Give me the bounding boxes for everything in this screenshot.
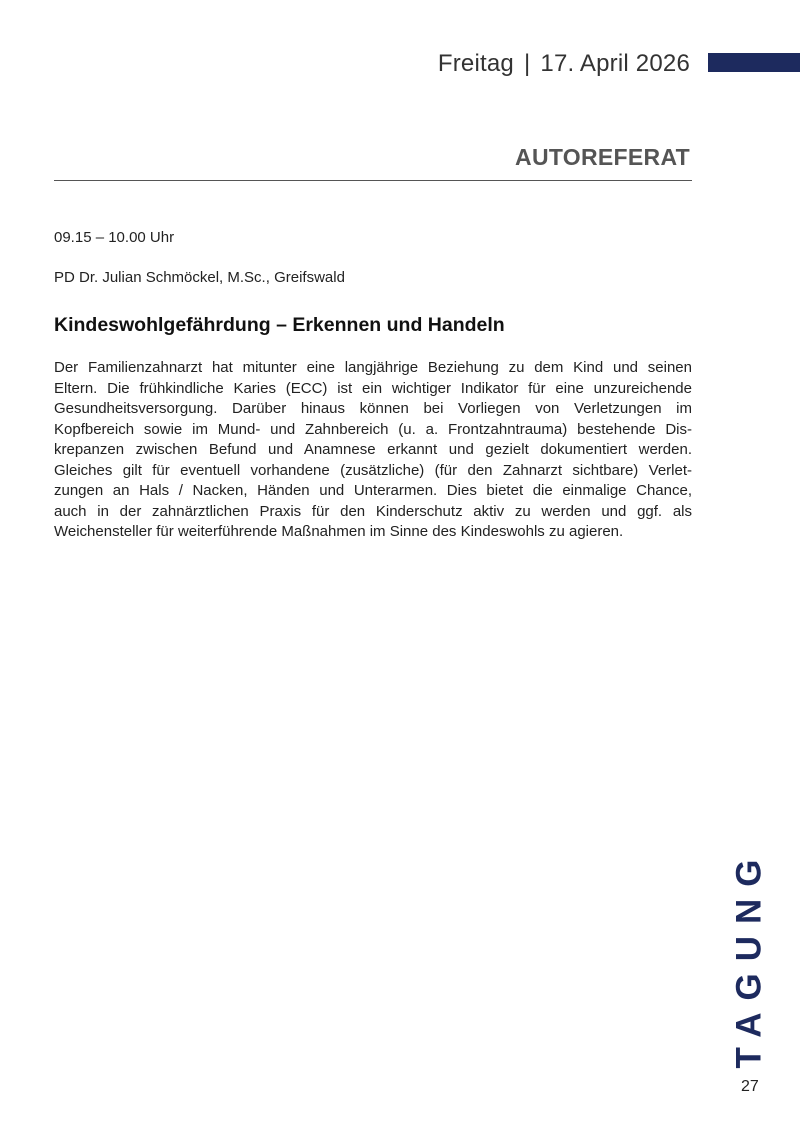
header-date-value: 17. April 2026 [540, 50, 690, 77]
page-number: 27 [741, 1078, 759, 1095]
session-time: 09.15 – 10.00 Uhr [54, 229, 175, 246]
session-abstract [54, 358, 692, 543]
header-separator: | [523, 50, 531, 77]
section-divider [54, 180, 692, 181]
abstract-line: Weichensteller für weiterführende Maßnahmen im Sinne des Kindeswohls zu agieren. [54, 523, 624, 540]
abstract-line: Eltern. Die frühkindliche Karies (ECC) ist ein wichtiger Indikator für eine unzureichende [54, 379, 692, 397]
abstract-line: krepanzen zwischen Befund und Anamnese erkannt und gezielt dokumentiert werden. [54, 441, 692, 458]
abstract-line: auch in der zahnärztlichen Praxis für den Kinderschutz aktiv zu werden und ggf. als [54, 502, 692, 520]
header-day: Freitag [437, 50, 514, 77]
session-title: Kindeswohlgefährdung – Erkennen und Handeln [54, 314, 505, 336]
abstract-line: Gesundheitsversorgung. Darüber hinaus können bei Vorliegen von Verletzungen im [54, 400, 692, 417]
side-label-text: TAGUNG [730, 846, 769, 1069]
abstract-line: zungen an Hals / Nacken, Händen und Unterarmen. Dies bietet die einmalige Chance, [54, 482, 692, 499]
side-label [730, 846, 770, 1069]
abstract-line: Gleiches gilt für eventuell vorhandene (zusätzliche) (für den Zahnarzt sichtbare) Verlet- [54, 461, 692, 479]
header-date [438, 50, 690, 78]
header-accent-bar [708, 53, 800, 72]
abstract-line: Kopfbereich sowie im Mund- und Zahnbereich (u. a. Frontzahntrauma) bestehende Dis- [54, 420, 692, 438]
section-label: AUTOREFERAT [515, 144, 690, 170]
abstract-line: Der Familienzahnarzt hat mitunter eine langjährige Beziehung zu dem Kind und seinen [54, 359, 692, 376]
session-speaker: PD Dr. Julian Schmöckel, M.Sc., Greifswald [54, 269, 345, 286]
